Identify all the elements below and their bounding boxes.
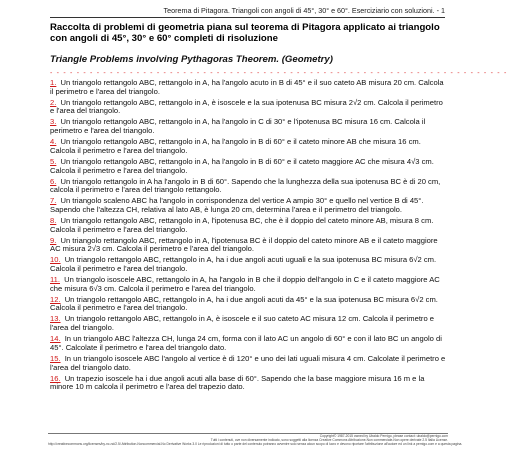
problem-item — [50, 296, 448, 313]
problem-number-link[interactable]: 6. — [50, 176, 57, 186]
problem-item — [50, 276, 448, 293]
problem-number-link[interactable]: 10. — [50, 255, 61, 265]
problem-number-link[interactable]: 14. — [50, 334, 61, 344]
problem-text: Un triangolo rettangolo ABC, rettangolo in A, ha l'angolo in C di 30° e l'ipotenusa BC misura 16 cm. Calcola il perimetro e l'area del triangolo. — [50, 117, 426, 136]
problem-list — [50, 79, 448, 394]
problem-item — [50, 256, 448, 273]
problem-item — [50, 79, 448, 96]
problem-number-link[interactable]: 3. — [50, 117, 57, 127]
problem-text: Un triangolo rettangolo ABC, rettangolo in A, ha l'angolo acuto in B di 45° e il suo cateto AB misura 20 cm. Calcola il perimetro e l'area del triangolo. — [50, 78, 444, 96]
problem-item — [50, 178, 448, 195]
problem-text: Un triangolo rettangolo ABC, rettangolo in A, è isoscele e la sua ipotenusa BC misura 2√2 cm. Calcola il perimetro e l'area del triangolo. — [50, 97, 443, 116]
problem-text: In un triangolo isoscele ABC l'angolo al vertice è di 120° e uno dei lati uguali misura 4 cm. Calcolate il perimetro e l'area del triangolo dato. — [50, 353, 446, 372]
problem-text: Un triangolo rettangolo ABC, rettangolo in A, l'ipotenusa BC, che è il doppio del cateto minore AB, misura 8 cm. Calcola il perimetro e l'area del triangolo. — [50, 215, 434, 234]
problem-item — [50, 335, 448, 352]
problem-number-link[interactable]: 8. — [50, 215, 57, 225]
problem-text: Un triangolo rettangolo ABC, rettangolo in A, ha i due angoli acuti uguali e la sua ipotenusa BC misura 6√2 cm. Calcola il perimetro e l'area del triangolo. — [50, 255, 437, 274]
footer-line: Copyright© 1987-2015 owned by Ubaldo Pernigo, please contact: ubaldo@pernigo.com — [319, 434, 448, 438]
problem-item — [50, 99, 448, 116]
problem-number-link[interactable]: 11. — [50, 275, 60, 285]
problem-item — [50, 118, 448, 135]
header-divider — [50, 17, 445, 18]
problem-text: Un triangolo rettangolo ABC, rettangolo in A, ha l'angolo in B di 60° e il cateto minore AB che misura 16 cm. Calcola il perimetro e l'area del triangolo. — [50, 137, 421, 155]
problem-item — [50, 315, 448, 332]
problem-item — [50, 375, 448, 392]
problem-number-link[interactable]: 1. — [50, 78, 57, 87]
dashed-divider: - - - - - - - - - - - - - - - - - - - - - - - - - - - - - - - - - - - - - - - - - - - - - - - - - - - - - - - - - - - - - - - - - - - - - — [50, 70, 508, 77]
problem-number-link[interactable]: 9. — [50, 235, 57, 245]
problem-text: Un triangolo rettangolo ABC, rettangolo in A, ha i due angoli acuti da 45° e la sua ipotenusa BC misura 6√2 cm. Calcola il perimetro e l'area del triangolo. — [50, 294, 438, 313]
problem-text: Un triangolo rettangolo in A ha l'angolo in B di 60°. Sapendo che la lunghezza della sua ipotenusa BC è di 20 cm, calcola il perimetro e l'area del triangolo rettangolo. — [50, 176, 441, 195]
problem-number-link[interactable]: 7. — [50, 196, 57, 206]
document-subtitle: Triangle Problems involving Pythagoras Theorem. (Geometry) — [50, 54, 333, 65]
footer-license-link[interactable]: http://creativecommons.org/licenses/by-nc-nd/2.5/ Attribution-Noncommercial-No Derivative Works 3.0 Le riproduzioni di tutto o parte del contenuto potranno avvenire solo senza alcun scopo di lucro e devono riportare l'attribuzione all'autore ed un link a pernigo.com e a questa pagina. — [48, 442, 463, 446]
document-title: Raccolta di problemi di geometria piana sul teorema di Pitagora applicato ai triangolo con angoli di 45°, 30° e 60° completi di risoluzione — [50, 22, 440, 44]
problem-item — [50, 217, 448, 234]
problem-text: Un triangolo isoscele ABC, rettangolo in A, ha l'angolo in B che il doppio dell'angolo in C e il cateto maggiore AC che misura 6√3 cm. Calcola il perimetro e l'area del triangolo. — [50, 275, 440, 293]
problem-number-link[interactable]: 5. — [50, 156, 57, 166]
problem-number-link[interactable]: 12. — [50, 294, 61, 304]
problem-item — [50, 237, 448, 254]
problem-item — [50, 138, 448, 155]
footer-copyright — [48, 434, 463, 446]
problem-item — [50, 197, 448, 214]
problem-text: Un triangolo rettangolo ABC, rettangolo in A, l'ipotenusa BC è il doppio del cateto minore AB e il cateto maggiore AC misura 2√3 cm. Calcola il perimetro e l'area del triangolo. — [50, 235, 438, 254]
problem-number-link[interactable]: 15. — [50, 353, 61, 363]
problem-text: Un triangolo rettangolo ABC, rettangolo in A, è isoscele e il suo cateto AC misura 12 cm. Calcola il perimetro e l'area del triangolo. — [50, 314, 435, 333]
problem-item — [50, 158, 448, 175]
running-header: Teorema di Pitagora. Triangoli con angoli di 45°, 30° e 60°. Eserciziario con soluzioni. - 1 — [163, 6, 445, 15]
problem-number-link[interactable]: 4. — [50, 137, 57, 147]
problem-number-link[interactable]: 2. — [50, 97, 57, 107]
problem-text: Un triangolo rettangolo ABC, rettangolo in A, ha l'angolo in B di 60° e il cateto maggiore AC che misura 4√3 cm. Calcola il perimetro e l'area del triangolo. — [50, 156, 434, 175]
problem-number-link[interactable]: 16. — [50, 373, 61, 383]
footer-line: Tutti i contenuti, ove non diversamente indicato, sono soggetti alla licenza Creative Commons Attribuzione-Non commerciale-Non opere derivate 2.5 Italia License. — [210, 438, 448, 442]
problem-number-link[interactable]: 13. — [50, 314, 61, 324]
problem-item — [50, 355, 448, 372]
problem-text: In un triangolo ABC l'altezza CH, lunga 24 cm, forma con il lato AC un angolo di 60° e con il lato BC un angolo di 45°. Calcolate il perimetro e l'area del triangolo dato. — [50, 334, 442, 352]
problem-text: Un trapezio isoscele ha i due angoli acuti alla base di 60°. Sapendo che la base maggiore misura 16 m e la minore 10 m calcola il perimetro e l'area del trapezio dato. — [50, 373, 425, 392]
problem-text: Un triangolo scaleno ABC ha l'angolo in corrispondenza del vertice A ampio 30° e quello nel vertice B di 45°. Sapendo che l'altezza CH, relativa al lato AB, è lunga 20 cm, determina l'area e il perimetro del triangolo. — [50, 196, 424, 214]
